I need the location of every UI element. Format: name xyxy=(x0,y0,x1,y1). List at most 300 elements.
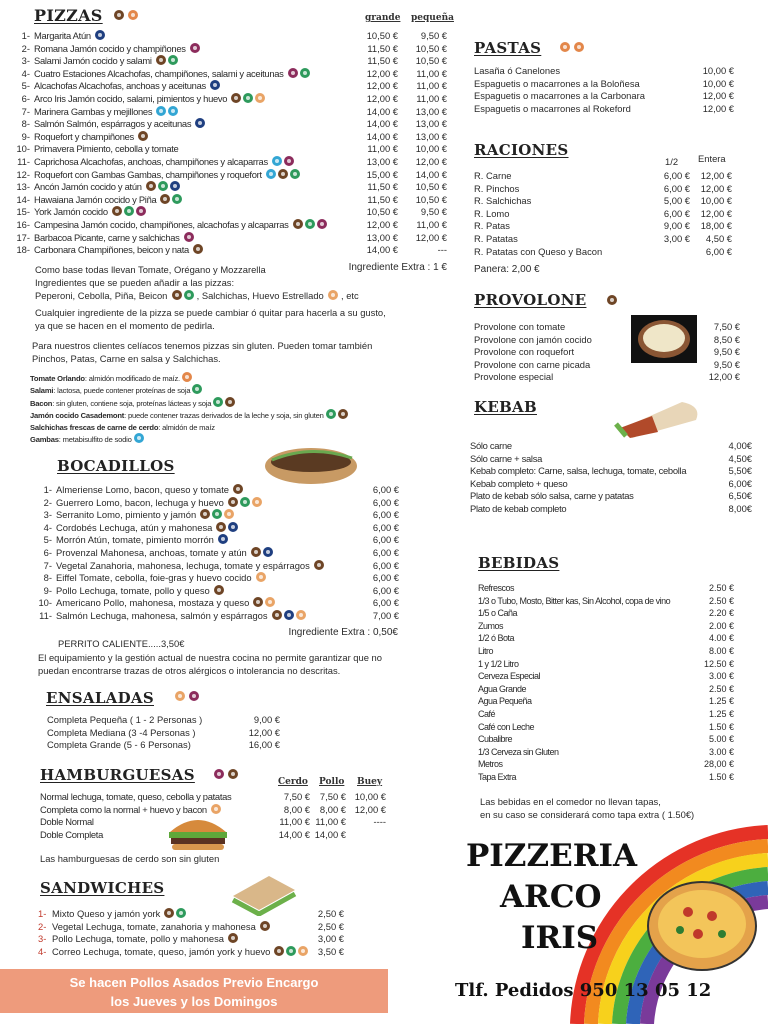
item-name: Correo Lechuga, tomate, queso, jamón york y huevo xyxy=(52,945,271,957)
item-name: Provolone especial xyxy=(474,371,554,383)
item-name: Carbonara Champiñones, beicon y nata xyxy=(34,244,189,256)
egg-allergen-icon xyxy=(224,509,234,519)
item-name: Hawaiana Jamón cocido y Piña xyxy=(34,193,157,205)
pizza-add-title: Ingredientes que se pueden añadir a las pizzas: xyxy=(35,277,235,288)
item-name: Completa Mediana (3 -4 Personas ) xyxy=(47,726,196,738)
menu-item xyxy=(470,440,752,453)
menu-item xyxy=(478,607,748,620)
allergen-icons xyxy=(254,572,266,585)
allergen-note xyxy=(30,422,348,433)
item-name: Pollo Lechuga, tomate, pollo y mahonesa xyxy=(52,933,224,945)
allergen-icons xyxy=(191,244,203,257)
item-price: 2.50 € xyxy=(708,595,734,606)
allergen-note-label: Tomate Orlando xyxy=(30,374,85,383)
menu-item xyxy=(474,65,734,78)
item-price: 6,00 € xyxy=(372,572,399,584)
crustacean-allergen-icon xyxy=(156,106,166,116)
item-price-2: 14,00 € xyxy=(314,828,346,840)
milk-allergen-icon xyxy=(200,509,210,519)
pizza-base-note: Como base todas llevan Tomate, Orégano y Mozzarella xyxy=(35,264,266,275)
menu-item xyxy=(14,55,450,68)
logo-line-2: ARCO xyxy=(500,879,602,915)
item-price-2: 11,00 € xyxy=(315,816,346,828)
milk-allergen-icon xyxy=(193,244,203,254)
item-name: Americano Pollo, mahonesa, mostaza y queso xyxy=(56,597,250,609)
allergen-icons xyxy=(226,497,262,510)
milk-allergen-icon xyxy=(274,946,284,956)
hamburger-image xyxy=(166,812,230,854)
item-name: Cerveza Especial xyxy=(478,671,541,682)
item-name: Provolone con tomate xyxy=(474,321,566,332)
item-number: 4- xyxy=(43,521,52,533)
item-price: 3,50 € xyxy=(317,945,344,957)
allergen-icons xyxy=(93,30,105,43)
item-name: Guerrero Lomo, bacon, lechuga y huevo xyxy=(56,496,224,508)
menu-item xyxy=(36,560,399,573)
allergen-notes xyxy=(30,372,348,445)
item-number: 7- xyxy=(21,105,30,117)
menu-item xyxy=(474,233,732,246)
kitchen-disclaimer-2: puedan encontrarse trazas de otros alérgicos o intolerancia no descritas. xyxy=(38,665,341,676)
item-name: R. Salchichas xyxy=(474,195,532,207)
menu-item xyxy=(474,183,732,196)
item-number: 5- xyxy=(43,534,52,546)
allergen-icons xyxy=(249,547,273,560)
phone-number: Tlf. Pedidos 950 13 05 12 xyxy=(455,980,712,1001)
pizzas-title: PIZZAS xyxy=(34,6,103,25)
item-price: 8,00€ xyxy=(728,502,752,514)
menu-item xyxy=(36,547,399,560)
item-price: 1.50 € xyxy=(708,721,734,732)
allergen-note-text: : almidón de maíz xyxy=(158,422,215,432)
item-name: Morrón Atún, tomate, pimiento morrón xyxy=(56,534,214,546)
item-price-2: 9,50 € xyxy=(420,30,447,41)
item-price-2: 12,00 € xyxy=(700,182,732,194)
item-price: 5,50€ xyxy=(728,465,752,477)
allergen-icons xyxy=(198,509,234,522)
menu-item xyxy=(478,683,748,696)
col-header-entera: Entera xyxy=(698,153,726,164)
allergen-icons xyxy=(154,106,178,119)
menu-item xyxy=(38,908,344,921)
milk-allergen-icon xyxy=(260,921,270,931)
soy-allergen-icon xyxy=(212,509,222,519)
item-number: 2- xyxy=(38,920,47,932)
bebidas-note-2: en su caso se considerará como tapa extra ( 1.50€) xyxy=(480,809,695,820)
menu-item xyxy=(36,522,399,535)
crustacean-allergen-icon xyxy=(168,106,178,116)
sandwiches-list xyxy=(38,908,344,958)
item-name: Eiffel Tomate, cebolla, foie-gras y huevo cocido xyxy=(56,572,252,584)
raciones-title: RACIONES xyxy=(474,141,569,159)
item-price: 13,00 € xyxy=(366,231,398,243)
allergen-icons xyxy=(182,232,194,245)
item-price: 2,50 € xyxy=(317,908,344,919)
col-header-half: 1/2 xyxy=(665,156,679,167)
allergen-icons xyxy=(162,908,186,921)
menu-item xyxy=(474,371,740,384)
item-price: 1.50 € xyxy=(708,771,734,782)
item-price-2: 10,00 € xyxy=(700,195,732,207)
allergen-note xyxy=(30,397,348,409)
menu-item xyxy=(14,219,450,232)
item-price-2: 13,00 € xyxy=(415,105,447,117)
egg-allergen-icon xyxy=(256,572,266,582)
soy-allergen-icon xyxy=(192,384,202,394)
logo-line-3: IRIS xyxy=(521,920,599,956)
menu-item xyxy=(478,632,748,645)
add-part-3: , etc xyxy=(340,290,359,301)
hamburguesas-note: Las hamburguesas de cerdo son sin gluten xyxy=(40,853,220,864)
milk-allergen-icon xyxy=(112,206,122,216)
menu-item xyxy=(14,169,450,182)
item-name: Cubalibre xyxy=(478,734,513,745)
item-price: 12,00 € xyxy=(702,102,734,114)
menu-item xyxy=(478,708,748,721)
milk-allergen-icon xyxy=(156,55,166,65)
menu-item xyxy=(470,490,752,503)
item-number: 6- xyxy=(43,546,52,558)
item-price-2: 14,00 € xyxy=(415,168,447,180)
bebidas-list xyxy=(478,582,748,784)
menu-item xyxy=(38,933,344,946)
item-name: Espaguetis o macarrones al Rokeford xyxy=(474,102,631,114)
item-price: 10,00 € xyxy=(702,77,734,89)
allergen-icons xyxy=(258,921,270,934)
item-number: 14- xyxy=(16,193,30,205)
pizza-change-note-2: ya que se hacen en el momento de pedirla. xyxy=(35,320,215,331)
item-name: Tapa Extra xyxy=(478,771,517,782)
item-price-2: 11,00 € xyxy=(416,218,447,230)
item-price-2: 11,00 € xyxy=(416,67,447,79)
col-header-cerdo: Cerdo xyxy=(278,777,308,787)
item-name: Primavera Pimiento, cebolla y tomate xyxy=(34,143,179,155)
item-name: Provenzal Mahonesa, anchoas, tomate y atún xyxy=(56,546,247,558)
soy-allergen-icon xyxy=(240,497,250,507)
milk-allergen-icon xyxy=(216,522,226,532)
milk-allergen-icon xyxy=(114,10,124,20)
item-name: R. Patatas xyxy=(474,232,518,244)
menu-item xyxy=(38,946,344,959)
item-name: Campesina Jamón cocido, champiñones, alcachofas y alcaparras xyxy=(34,218,289,230)
allergen-icons xyxy=(110,206,146,219)
milk-allergen-icon xyxy=(228,497,238,507)
item-price: 11,50 € xyxy=(367,42,398,54)
soy-allergen-icon xyxy=(168,55,178,65)
add-part-1: Peperoni, Cebolla, Piña, Beicon xyxy=(35,290,168,301)
item-number: 18- xyxy=(16,244,30,256)
mustard-allergen-icon xyxy=(288,68,298,78)
fish-allergen-icon xyxy=(195,118,205,128)
menu-item xyxy=(36,597,399,610)
item-name: Sólo carne xyxy=(470,440,512,451)
item-price: 12,00 € xyxy=(366,92,398,104)
item-name: Cordobés Lechuga, atún y mahonesa xyxy=(56,521,213,533)
mustard-allergen-icon xyxy=(317,219,327,229)
pastas-list xyxy=(474,65,734,115)
allergen-note-text: : almidón modificado de maíz. xyxy=(84,374,180,383)
item-price: 7,50 € xyxy=(713,321,740,332)
menu-item xyxy=(474,321,740,334)
menu-item xyxy=(14,131,450,144)
menu-item xyxy=(478,658,748,671)
item-price: 6,00 € xyxy=(663,170,690,181)
ensaladas-list xyxy=(47,714,280,752)
item-price: 9,00 € xyxy=(663,220,690,232)
mustard-allergen-icon xyxy=(190,43,200,53)
allergen-icons xyxy=(251,597,275,610)
item-price: 11,00 € xyxy=(279,816,310,828)
item-price: 11,00 € xyxy=(367,143,398,155)
panera-price: Panera: 2,00 € xyxy=(474,264,540,275)
milk-allergen-icon xyxy=(160,194,170,204)
item-name: Completa Grande (5 - 6 Personas) xyxy=(47,739,191,751)
item-name: Completa Pequeña ( 1 - 2 Personas ) xyxy=(47,714,203,725)
menu-item xyxy=(36,585,399,598)
ensaladas-allergen-icons xyxy=(173,691,199,701)
item-price: 12,00 € xyxy=(366,67,398,79)
menu-item xyxy=(474,195,732,208)
item-name: Litro xyxy=(478,645,494,656)
allergen-icons xyxy=(136,131,148,144)
item-price: 3,00 € xyxy=(663,232,690,244)
banner-line-2: los Jueves y los Domingos xyxy=(110,994,278,1009)
soy-allergen-icon xyxy=(305,219,315,229)
pizza-add-ingredients xyxy=(35,289,359,302)
soy-allergen-icon xyxy=(326,409,336,419)
item-name: Plato de kebab completo xyxy=(470,502,567,514)
allergen-icons xyxy=(158,194,182,207)
menu-item xyxy=(478,595,748,608)
item-name: 1/3 o Tubo, Mosto, Bitter kas, Sin Alcohol, copa de vino xyxy=(478,595,671,606)
menu-item xyxy=(14,30,450,43)
menu-item xyxy=(478,758,748,771)
item-name: Café xyxy=(478,708,496,719)
hamburguesas-title: HAMBURGUESAS xyxy=(40,766,195,784)
milk-allergen-icon xyxy=(233,484,243,494)
gluten-allergen-icon xyxy=(128,10,138,20)
item-price: 12,00 € xyxy=(708,371,740,383)
item-price: 6,00 € xyxy=(372,509,399,521)
item-name: Espaguetis o macarrones a la Boloñesa xyxy=(474,77,640,89)
bebidas-note-1: Las bebidas en el comedor no llevan tapas, xyxy=(480,796,661,807)
item-name: 1/2 ó Bota xyxy=(478,633,515,644)
item-price: 11,50 € xyxy=(367,55,398,67)
item-number: 11- xyxy=(39,609,52,621)
item-number: 1- xyxy=(21,30,30,41)
item-price: 6,00 € xyxy=(372,559,399,571)
item-price: 6,00 € xyxy=(372,534,399,546)
soy-allergen-icon xyxy=(290,169,300,179)
item-price-2: 10,00 € xyxy=(415,143,447,155)
item-price-2: 10,50 € xyxy=(415,55,447,67)
allergen-icons xyxy=(270,610,306,623)
item-price: 6,00€ xyxy=(728,477,752,489)
menu-item xyxy=(478,695,748,708)
milk-allergen-icon xyxy=(228,769,238,779)
bocadillos-extra-price: Ingrediente Extra : 0,50€ xyxy=(288,627,398,638)
menu-item xyxy=(14,181,450,194)
item-number: 4- xyxy=(21,67,30,79)
item-name: Pollo Lechuga, tomate, pollo y queso xyxy=(56,584,210,596)
item-price: 1.25 € xyxy=(708,708,734,719)
item-price-2: 12,00 € xyxy=(700,207,732,219)
item-name: 1/5 o Caña xyxy=(478,608,518,619)
item-price: 9,00 € xyxy=(253,714,280,725)
item-price-2: 6,00 € xyxy=(705,245,732,257)
milk-allergen-icon xyxy=(214,585,224,595)
item-name: Alcachofas Alcachofas, anchoas y aceitunas xyxy=(34,80,206,92)
item-number: 9- xyxy=(43,584,52,596)
col-header-buey: Buey xyxy=(357,777,383,787)
celiac-note-1: Para nuestros clientes celíacos tenemos pizzas sin gluten. Pueden tomar también xyxy=(32,340,373,351)
allergen-icons xyxy=(216,534,228,547)
milk-allergen-icon xyxy=(138,131,148,141)
milk-allergen-icon xyxy=(146,181,156,191)
egg-allergen-icon xyxy=(328,290,338,300)
menu-item xyxy=(40,791,386,804)
item-name: Ancón Jamón cocido y atún xyxy=(34,181,142,193)
item-price: 6,00 € xyxy=(372,546,399,558)
item-name: Arco Iris Jamón cocido, salami, pimientos y huevo xyxy=(34,92,228,104)
item-number: 13- xyxy=(16,181,30,193)
menu-item xyxy=(474,220,732,233)
item-name: R. Patatas con Queso y Bacon xyxy=(474,245,603,257)
soy-allergen-icon xyxy=(300,68,310,78)
item-price: 28,00 € xyxy=(703,759,734,770)
menu-item xyxy=(14,232,450,245)
item-name: Salami Jamón cocido y salami xyxy=(34,55,152,67)
menu-item xyxy=(14,143,450,156)
item-number: 2- xyxy=(43,496,52,508)
menu-item xyxy=(14,206,450,219)
add-part-2: , Salchichas, Huevo Estrellado xyxy=(196,290,324,301)
item-name: Espaguetis o macarrones a la Carbonara xyxy=(474,90,645,102)
item-price: 4.00 € xyxy=(708,633,734,644)
fish-allergen-icon xyxy=(95,30,105,40)
provolone-allergen-icons xyxy=(605,295,617,305)
item-price: 6,00 € xyxy=(372,597,399,609)
item-price-2: 12,00 € xyxy=(415,155,447,167)
menu-item xyxy=(14,80,450,93)
item-price: 7,00 € xyxy=(372,609,399,621)
menu-item xyxy=(36,610,399,623)
milk-allergen-icon xyxy=(607,295,617,305)
add-icons-1 xyxy=(170,290,194,301)
allergen-icons xyxy=(312,560,324,573)
item-number: 3- xyxy=(21,55,30,67)
soy-allergen-icon xyxy=(243,93,253,103)
menu-item xyxy=(474,90,734,103)
item-name: Agua Pequeña xyxy=(478,696,532,707)
kebab-title: KEBAB xyxy=(474,398,537,416)
menu-item xyxy=(478,582,748,595)
mustard-allergen-icon xyxy=(136,206,146,216)
bocadillos-title: BOCADILLOS xyxy=(57,457,175,475)
item-name: Salmón Lechuga, mahonesa, salmón y espárragos xyxy=(56,609,268,621)
item-name: R. Pinchos xyxy=(474,182,520,194)
soy-allergen-icon xyxy=(176,908,186,918)
item-number: 4- xyxy=(38,945,47,957)
item-price: 4,50€ xyxy=(728,452,752,464)
allergen-icons xyxy=(154,55,178,68)
crustacean-allergen-icon xyxy=(272,156,282,166)
item-name: Sólo carne + salsa xyxy=(470,452,542,464)
fish-allergen-icon xyxy=(210,80,220,90)
item-number: 3- xyxy=(38,933,47,945)
menu-item xyxy=(36,534,399,547)
item-price: 2.50 € xyxy=(708,683,734,694)
pastas-allergen-icons xyxy=(558,42,584,52)
item-name: Caprichosa Alcachofas, anchoas, champiñones y alcaparras xyxy=(34,155,268,167)
menu-item xyxy=(478,670,748,683)
item-price-2: 10,50 € xyxy=(415,42,447,54)
menu-item xyxy=(478,771,748,784)
item-number: 5- xyxy=(21,80,30,92)
allergen-note-text: : metabisulfito de sodio xyxy=(58,435,132,445)
allergen-icons xyxy=(212,585,224,598)
menu-item xyxy=(14,194,450,207)
menu-item xyxy=(478,733,748,746)
allergen-note-text: : sin gluten, contiene soja, proteínas lácteas y soja xyxy=(52,398,212,408)
item-price: 2.50 € xyxy=(708,583,734,593)
item-name: Serranito Lomo, pimiento y jamón xyxy=(56,509,197,521)
item-name: Romana Jamón cocido y champiñones xyxy=(34,42,186,54)
item-price: 6,50€ xyxy=(728,490,752,502)
item-price: 6,00 € xyxy=(663,207,690,219)
item-price-2: 13,00 € xyxy=(415,130,447,142)
menu-item xyxy=(474,334,740,347)
allergen-note-label: Salami xyxy=(30,386,54,396)
allergen-note-text: : puede contener trazas derivados de la leche y soja, sin gluten xyxy=(124,411,324,421)
allergen-note xyxy=(30,409,348,421)
item-price: 6,00 € xyxy=(372,584,399,596)
menu-item xyxy=(47,727,280,740)
item-name: Cuatro Estaciones Alcachofas, champiñones, salami y aceitunas xyxy=(34,67,284,79)
item-price: 12,00 € xyxy=(702,90,734,102)
menu-item xyxy=(38,921,344,934)
item-price: 1.25 € xyxy=(708,696,734,707)
item-price-3: 10,00 € xyxy=(354,791,386,802)
item-name: R. Lomo xyxy=(474,207,510,219)
sandwiches-title: SANDWICHES xyxy=(40,879,165,897)
item-number: 10- xyxy=(16,143,30,155)
item-price: 3.00 € xyxy=(708,746,734,757)
item-name: Kebab completo + queso xyxy=(470,477,568,489)
allergen-icons xyxy=(229,93,265,106)
item-name: R. Carne xyxy=(474,170,512,181)
menu-item xyxy=(14,156,450,169)
milk-allergen-icon xyxy=(228,933,238,943)
kitchen-disclaimer-1: El equipamiento y la gestión actual de nuestra cocina no permite garantizar que no xyxy=(38,652,382,663)
menu-item xyxy=(14,244,450,257)
item-name: Salmón Salmón, espárragos y aceitunas xyxy=(34,118,192,130)
egg-allergen-icon xyxy=(296,610,306,620)
fish-allergen-icon xyxy=(263,547,273,557)
item-name: Vegetal Lechuga, tomate, zanahoria y mahonesa xyxy=(52,920,256,932)
allergen-icons xyxy=(286,68,310,81)
milk-allergen-icon xyxy=(225,397,235,407)
item-number: 8- xyxy=(43,572,52,584)
item-price: 9,50 € xyxy=(713,358,740,370)
milk-allergen-icon xyxy=(293,219,303,229)
menu-item xyxy=(470,503,752,516)
item-price: 2.00 € xyxy=(708,620,734,631)
item-name: Agua Grande xyxy=(478,683,527,694)
item-name: Metros xyxy=(478,759,503,770)
menu-item xyxy=(47,714,280,727)
item-name: Doble Normal xyxy=(40,816,94,828)
